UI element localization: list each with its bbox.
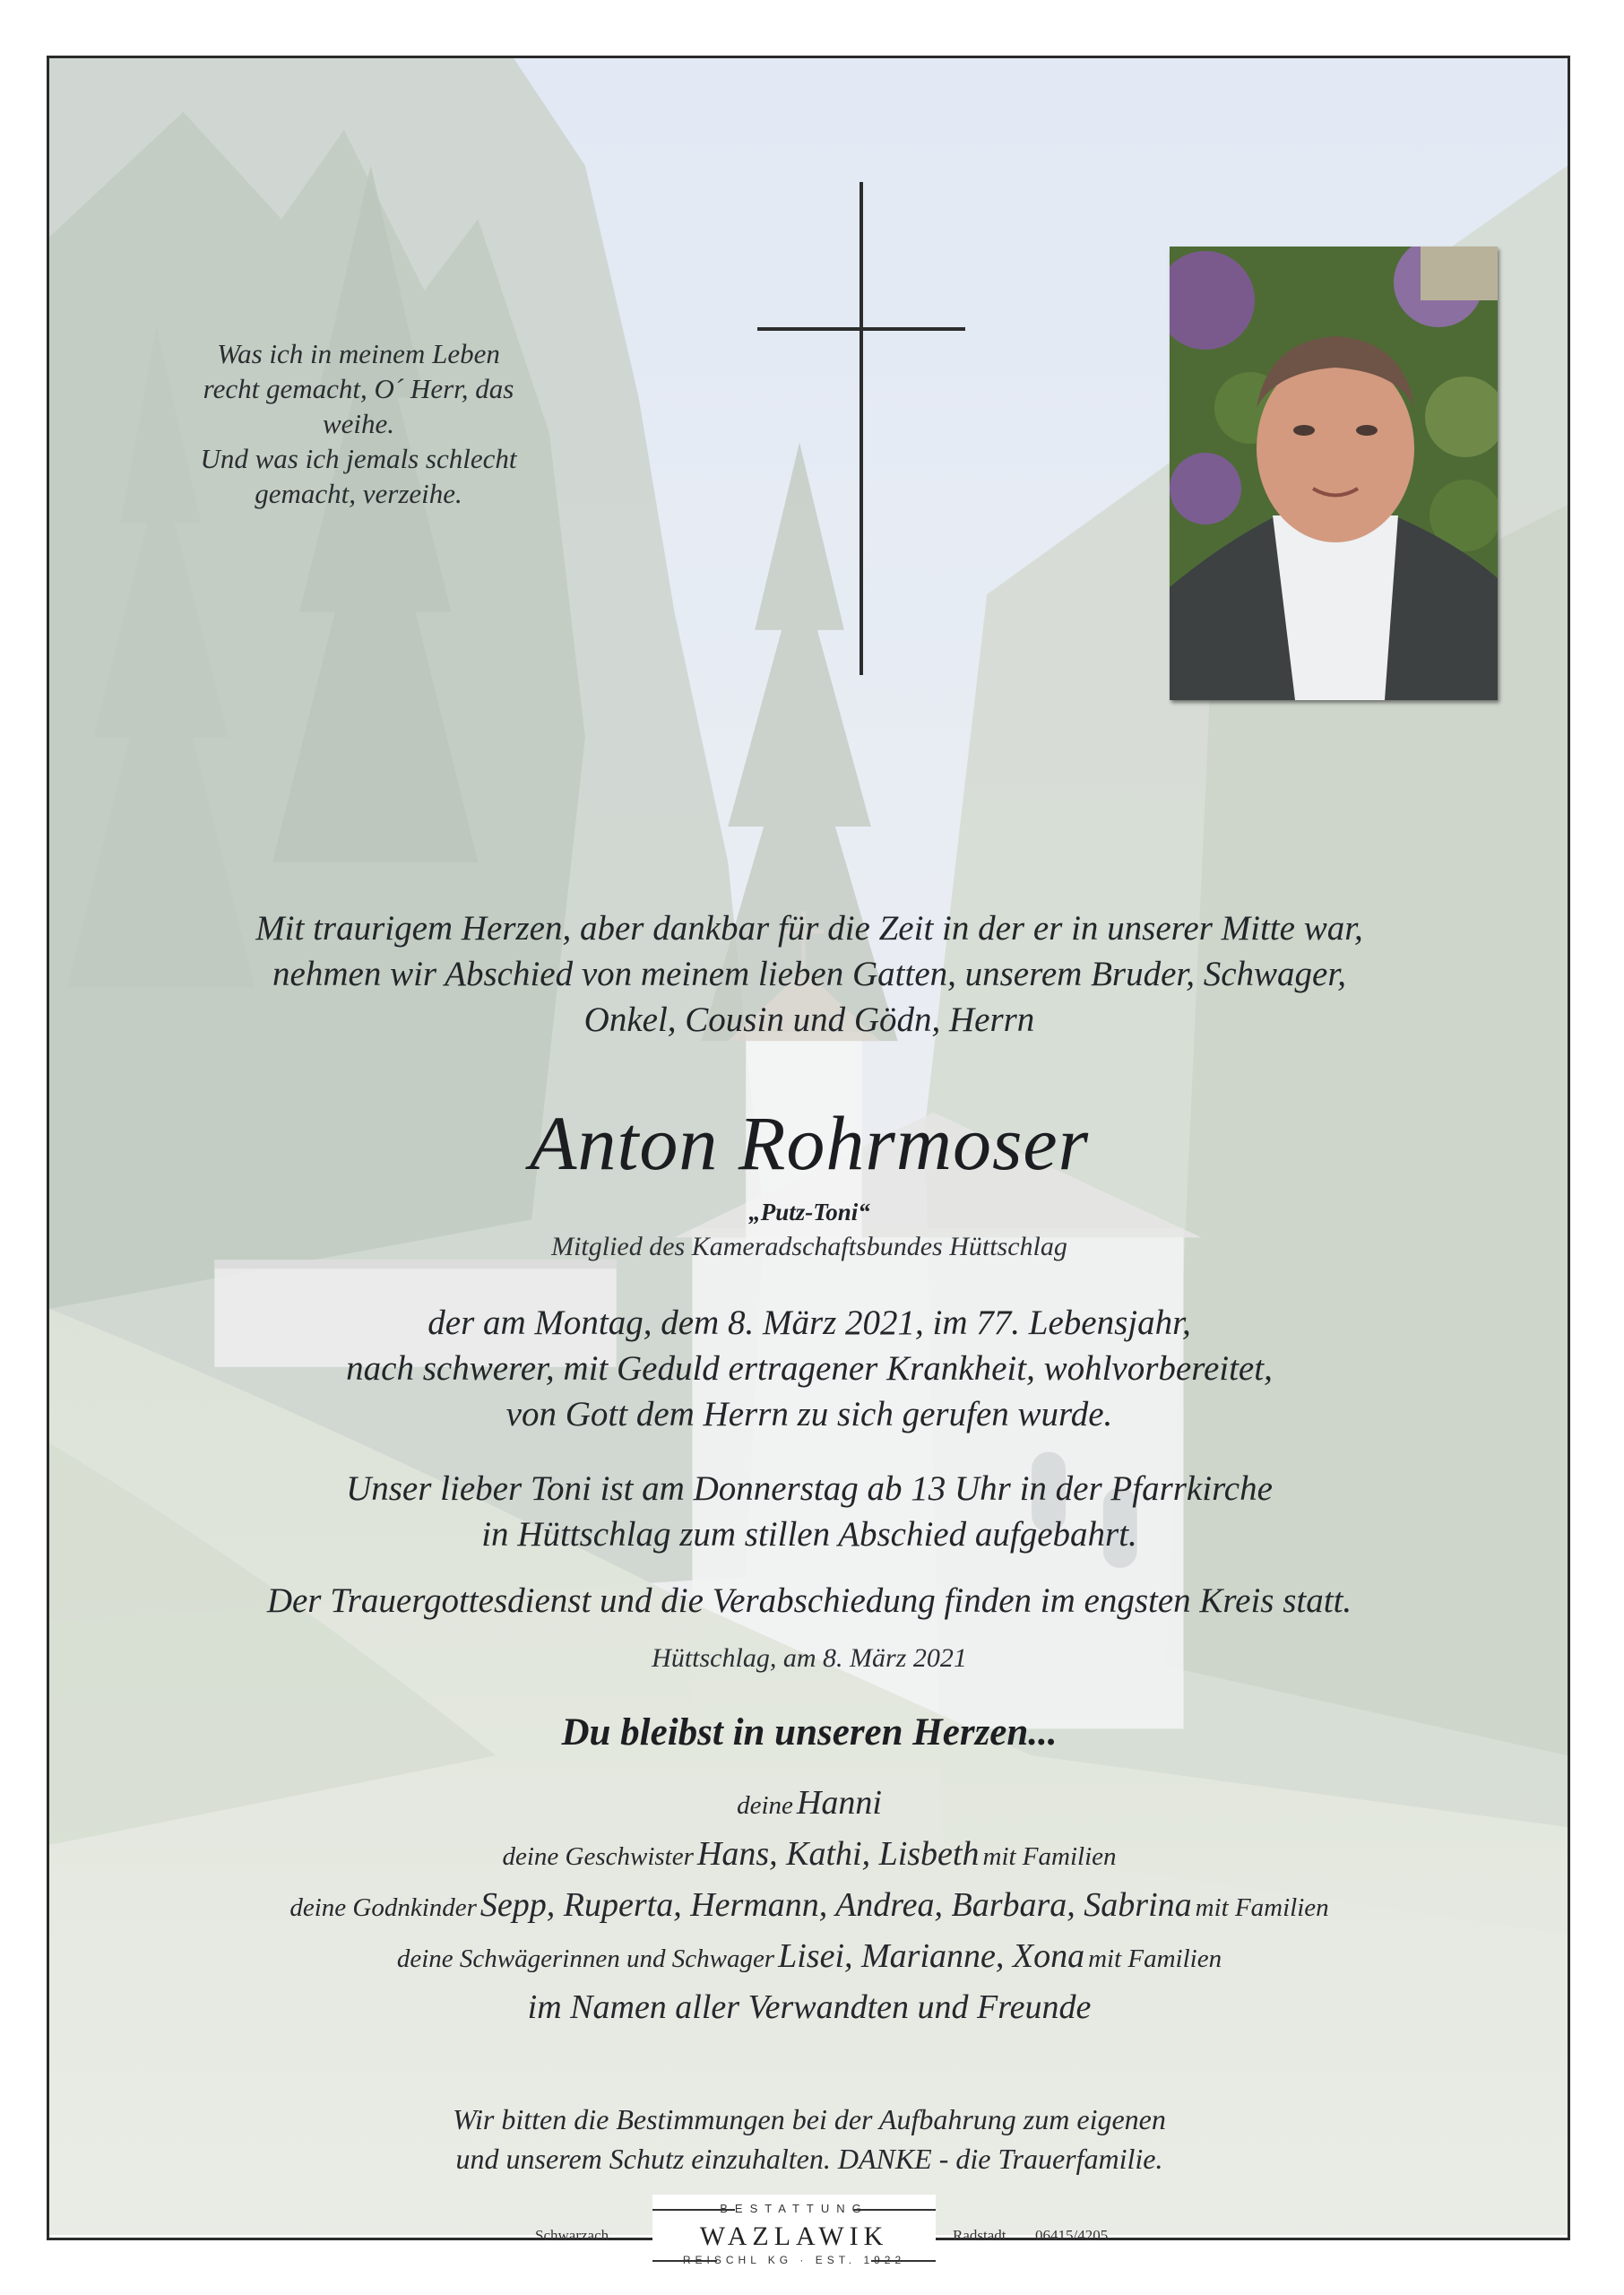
place-and-date: Hüttschlag, am 8. März 2021: [652, 1643, 967, 1673]
mourner-row-siblings: [92, 1829, 1526, 1880]
viewing-line: in Hüttschlag zum stillen Abschied aufgebahrt.: [481, 1515, 1137, 1554]
mourner-suffix: mit Familien: [982, 1842, 1117, 1871]
service-line: Der Trauergottesdienst und die Verabschiedung finden im engsten Kreis statt.: [266, 1581, 1352, 1620]
intro-text: [92, 905, 1526, 1043]
service-notice: [92, 1578, 1526, 1624]
note-line: und unserem Schutz einzuhalten. DANKE - die Trauerfamilie.: [455, 2143, 1163, 2175]
memorial-motto: Du bleibst in unseren Herzen...: [561, 1711, 1058, 1754]
mourner-row-spouse: [92, 1778, 1526, 1829]
mourner-closing: im Namen aller Verwandten und Freunde: [527, 1988, 1092, 2026]
mourner-names: Sepp, Ruperta, Hermann, Andrea, Barbara, Sabrina: [479, 1886, 1192, 1924]
note-line: Wir bitten die Bestimmungen bei der Aufbahrung zum eigenen: [453, 2103, 1166, 2135]
footer-city-right: Radstadt: [953, 2227, 1006, 2244]
mourner-suffix: mit Familien: [1088, 1944, 1222, 1973]
death-notice-line: der am Montag, dem 8. März 2021, im 77. Lebensjahr,: [428, 1303, 1191, 1342]
footer-phone: 06415/4205: [1035, 2227, 1109, 2244]
mourners-list: [92, 1778, 1526, 2033]
memorial-quote: [166, 336, 551, 511]
death-notice: [92, 1300, 1526, 1437]
mourner-row-in-laws: [92, 1931, 1526, 1982]
intro-line: Mit traurigem Herzen, aber dankbar für die Zeit in der er in unserer Mitte war,: [255, 909, 1363, 948]
logo-sub-text: REISCHL KG · EST. 1922: [682, 2254, 906, 2266]
mourner-names: Hanni: [796, 1784, 882, 1822]
family-note: [92, 2100, 1526, 2178]
mourner-prefix: deine Schwägerinnen und Schwager: [396, 1944, 775, 1973]
mourner-prefix: deine Godnkinder: [289, 1893, 477, 1922]
intro-line: nehmen wir Abschied von meinem lieben Gatten, unserem Bruder, Schwager,: [272, 955, 1346, 993]
deceased-portrait-photo: [1170, 247, 1498, 700]
mourner-names: Hans, Kathi, Lisbeth: [696, 1835, 980, 1873]
logo-top-text: BESTATTUNG: [720, 2202, 868, 2215]
mourner-prefix: deine: [737, 1791, 793, 1820]
footer-city-left: Schwarzach: [535, 2227, 609, 2244]
deceased-name: Anton Rohrmoser: [529, 1100, 1090, 1186]
undertaker-footer: [0, 2195, 1624, 2275]
mourner-suffix: mit Familien: [1195, 1893, 1329, 1922]
mourner-row-godchildren: [92, 1880, 1526, 1931]
quote-line: Was ich in meinem Leben: [217, 338, 500, 369]
death-notice-line: von Gott dem Herrn zu sich gerufen wurde.: [505, 1395, 1113, 1433]
intro-line: Onkel, Cousin und Gödn, Herrn: [583, 1000, 1035, 1039]
mourner-names: Lisei, Marianne, Xona: [778, 1937, 1085, 1975]
viewing-line: Unser lieber Toni ist am Donnerstag ab 13 Uhr in der Pfarrkirche: [346, 1469, 1273, 1508]
undertaker-logo: [652, 2195, 936, 2270]
latin-cross-icon: [757, 182, 965, 675]
quote-line: recht gemacht, O´ Herr, das weihe.: [203, 373, 514, 439]
mourner-prefix: deine Geschwister: [502, 1842, 694, 1871]
death-notice-line: nach schwerer, mit Geduld ertragener Krankheit, wohlvorbereitet,: [346, 1349, 1273, 1388]
quote-line: Und was ich jemals schlecht: [200, 443, 517, 474]
deceased-membership: Mitglied des Kameradschaftsbundes Hüttschlag: [551, 1232, 1067, 1261]
deceased-nickname: „Putz-Toni“: [748, 1199, 870, 1225]
logo-main-text: WAZLAWIK: [699, 2221, 889, 2251]
quote-line: gemacht, verzeihe.: [255, 478, 462, 509]
viewing-notice: [92, 1466, 1526, 1557]
obituary-frame: [47, 56, 1570, 2240]
